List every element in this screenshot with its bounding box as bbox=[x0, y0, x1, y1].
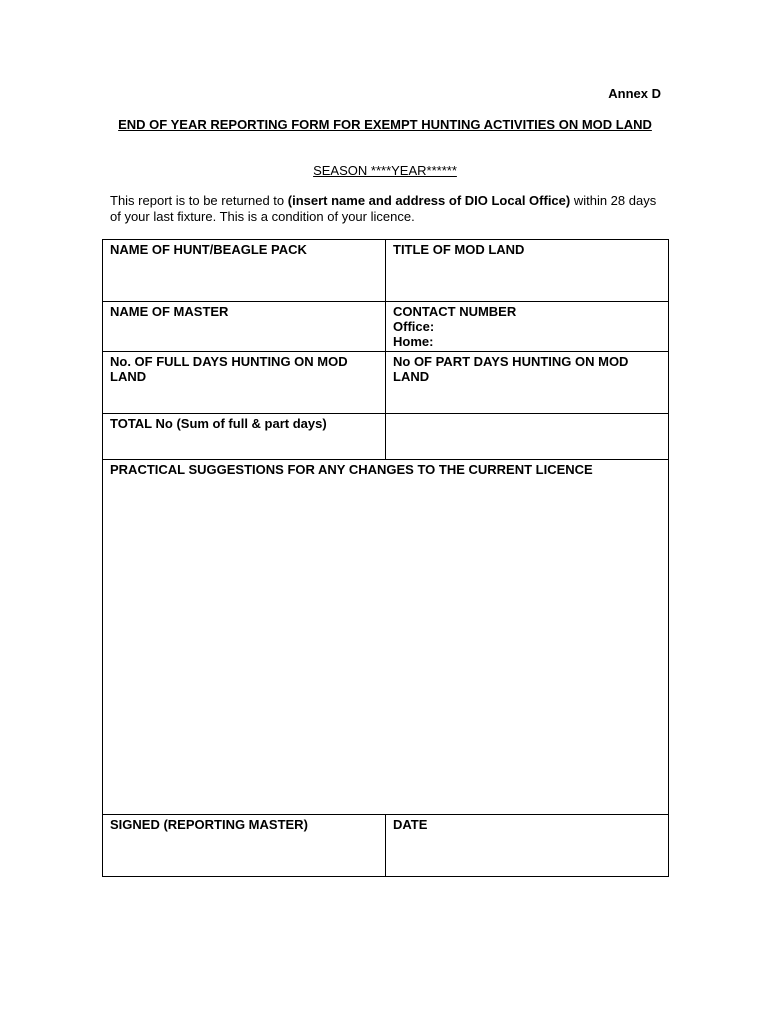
row-days-hunting bbox=[103, 352, 669, 414]
total-label-cell bbox=[103, 414, 386, 460]
master-name-label: NAME OF MASTER bbox=[110, 304, 229, 319]
intro-office-placeholder: (insert name and address of DIO Local Office) bbox=[287, 193, 571, 208]
contact-number-field[interactable] bbox=[386, 302, 669, 352]
full-days-field[interactable] bbox=[103, 352, 386, 414]
suggestions-label: PRACTICAL SUGGESTIONS FOR ANY CHANGES TO THE CURRENT LICENCE bbox=[110, 462, 593, 477]
total-label: TOTAL No (Sum of full & part days) bbox=[110, 416, 327, 431]
form-title: END OF YEAR REPORTING FORM FOR EXEMPT HUNTING ACTIVITIES ON MOD LAND bbox=[118, 117, 652, 132]
home-label: Home: bbox=[393, 334, 434, 349]
mod-land-title-label: TITLE OF MOD LAND bbox=[393, 242, 525, 257]
hunt-name-label: NAME OF HUNT/BEAGLE PACK bbox=[110, 242, 307, 257]
date-label: DATE bbox=[393, 817, 428, 832]
full-days-label: No. OF FULL DAYS HUNTING ON MOD LAND bbox=[110, 354, 348, 384]
mod-land-title-field[interactable] bbox=[386, 240, 669, 302]
part-days-field[interactable] bbox=[386, 352, 669, 414]
row-total bbox=[103, 414, 669, 460]
row-suggestions bbox=[103, 460, 669, 815]
row-signature bbox=[103, 815, 669, 877]
contact-number-label: CONTACT NUMBER bbox=[393, 304, 517, 319]
master-name-field[interactable] bbox=[103, 302, 386, 352]
date-field[interactable] bbox=[386, 815, 669, 877]
office-label: Office: bbox=[393, 319, 435, 334]
signed-label: SIGNED (REPORTING MASTER) bbox=[110, 817, 308, 832]
season-line: SEASON ****YEAR****** bbox=[313, 163, 457, 178]
signature-field[interactable] bbox=[103, 815, 386, 877]
row-hunt-and-land bbox=[103, 240, 669, 302]
part-days-label: No OF PART DAYS HUNTING ON MOD LAND bbox=[393, 354, 629, 384]
hunt-name-field[interactable] bbox=[103, 240, 386, 302]
reporting-form-table bbox=[102, 239, 669, 877]
intro-text-after: within 28 days of your last fixture. This is a condition of your licence. bbox=[110, 193, 657, 224]
total-value-field[interactable] bbox=[386, 414, 669, 460]
row-master-and-contact bbox=[103, 302, 669, 352]
annex-label: Annex D bbox=[608, 86, 661, 101]
suggestions-field[interactable] bbox=[103, 460, 669, 815]
intro-paragraph bbox=[110, 193, 670, 225]
intro-text-before: This report is to be returned to bbox=[110, 193, 288, 208]
